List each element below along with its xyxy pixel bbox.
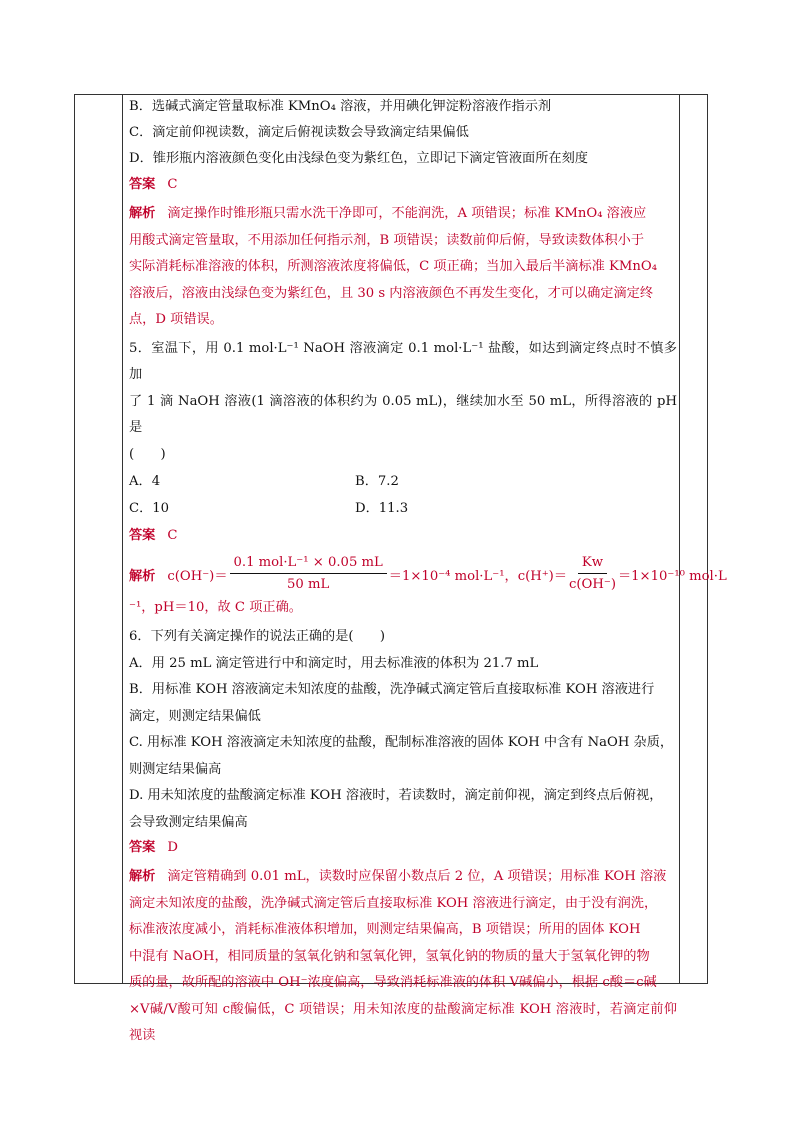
q6-stem: 6．下列有关滴定操作的说法正确的是( ) bbox=[129, 629, 386, 644]
q-prev-answer bbox=[129, 175, 677, 194]
formula-mid: ＝1×10⁻⁴ mol·L⁻¹，c(H⁺)＝ bbox=[388, 568, 568, 584]
q6-option-a: A．用 25 mL 滴定管进行中和滴定时，用去标准液的体积为 21.7 mL bbox=[129, 655, 539, 671]
fraction-h bbox=[569, 555, 616, 593]
q6-option-c-line: C. 用标准 KOH 溶液滴定未知浓度的盐酸，配制标准溶液的固体 KOH 中含有 NaOH 杂质， bbox=[129, 735, 674, 750]
fraction-numerator: 0.1 mol·L⁻¹ × 0.05 mL bbox=[230, 555, 387, 574]
analysis-line: 点，D 项错误。 bbox=[129, 312, 223, 327]
analysis-line: 溶液后，溶液由浅绿色变为紫红色，且 30 s 内溶液颜色不再发生变化，才可以确定滴定终 bbox=[129, 285, 654, 301]
q6-option-c-line: 则测定结果偏高 bbox=[129, 761, 222, 777]
fraction-denominator: c(OH⁻) bbox=[569, 577, 616, 592]
formula-lhs: c(OH⁻)＝ bbox=[167, 568, 228, 584]
formula-rhs: ＝1×10⁻¹⁰ mol·L bbox=[617, 568, 727, 584]
fraction-numerator: Kw bbox=[578, 555, 607, 574]
table-left-divider bbox=[122, 95, 123, 983]
question-content bbox=[129, 97, 727, 1050]
q6-block bbox=[129, 624, 677, 836]
q-prev-analysis bbox=[129, 201, 677, 334]
table-right-divider bbox=[679, 95, 680, 983]
fraction-denominator: 50 mL bbox=[287, 577, 330, 592]
q5-options-row-2 bbox=[129, 499, 677, 518]
q-prev-option-c: C．滴定前仰视读数，滴定后俯视读数会导致滴定结果偏低 bbox=[129, 125, 469, 140]
q6-option-b-line: B．用标准 KOH 溶液滴定未知浓度的盐酸，洗净碱式滴定管后直接取标准 KOH 溶液进行 bbox=[129, 682, 655, 697]
q5-option-c: C．10 bbox=[129, 501, 170, 516]
analysis-line: 中混有 NaOH，相同质量的氢氧化钠和氢氧化钾，氢氧化钠的物质的量大于氢氧化钾的物 bbox=[129, 948, 650, 964]
q6-analysis bbox=[129, 864, 677, 1050]
analysis-line: 用酸式滴定管量取，不用添加任何指示剂，B 项错误；读数前仰后俯，导致读数体积小于 bbox=[129, 232, 645, 248]
analysis-line: 滴定未知浓度的盐酸，洗净碱式滴定管后直接取标准 KOH 溶液进行滴定，由于没有润洗， bbox=[129, 895, 658, 911]
q6-answer bbox=[129, 838, 677, 857]
q-prev-option-b: B．选碱式滴定管量取标准 KMnO₄ 溶液，并用碘化钾淀粉溶液作指示剂 bbox=[129, 99, 552, 114]
analysis-label: 解析 bbox=[129, 869, 156, 884]
analysis-line: 标准液浓度减小，消耗标准液体积增加，则测定结果偏高，B 项错误；所用的固体 KOH bbox=[129, 922, 641, 937]
answer-value: D bbox=[167, 840, 178, 855]
analysis-line: 解析 滴定操作时锥形瓶只需水洗干净即可，不能润洗，A 项错误；标准 KMnO₄ 溶液应 bbox=[129, 206, 647, 221]
analysis-line: ×V碱/V酸可知 c酸偏低，C 项错误；用未知浓度的盐酸滴定标准 KOH 溶液时，若滴定前仰视读 bbox=[129, 1001, 677, 1043]
q5-stem-line: 5．室温下，用 0.1 mol·L⁻¹ NaOH 溶液滴定 0.1 mol·L⁻¹ 盐酸，如达到滴定终点时不慎多加 bbox=[129, 340, 677, 382]
q5-options-row-1 bbox=[129, 472, 677, 491]
answer-value: C bbox=[167, 177, 178, 192]
q5-stem-line: ( ) bbox=[129, 446, 166, 462]
analysis-label: 解析 bbox=[129, 568, 156, 584]
analysis-label: 解析 bbox=[129, 206, 156, 221]
fraction-oh bbox=[230, 555, 387, 593]
q5-formula bbox=[129, 552, 727, 596]
answer-value: C bbox=[167, 528, 178, 543]
q-prev-option-d: D．锥形瓶内溶液颜色变化由浅绿色变为紫红色，立即记下滴定管液面所在刻度 bbox=[129, 151, 588, 166]
q6-option-d-line: 会导致测定结果偏高 bbox=[129, 814, 248, 830]
q5-analysis-tail: ⁻¹，pH＝10，故 C 项正确。 bbox=[129, 600, 302, 615]
answer-label: 答案 bbox=[129, 528, 156, 543]
q5-option-d: D．11.3 bbox=[355, 501, 409, 516]
q5-answer bbox=[129, 526, 677, 545]
q6-option-b-line: 滴定，则测定结果偏低 bbox=[129, 708, 261, 724]
answer-label: 答案 bbox=[129, 177, 156, 192]
q5-option-a: A．4 bbox=[129, 474, 161, 489]
q5-stem bbox=[129, 336, 677, 469]
analysis-line: 质的量，故所配的溶液中 OH⁻浓度偏高，导致消耗标准液的体积 V碱偏小，根据 c酸＝c碱 bbox=[129, 975, 657, 990]
analysis-line: 解析 滴定管精确到 0.01 mL，读数时应保留小数点后 2 位，A 项错误；用标准 KOH 溶液 bbox=[129, 869, 667, 884]
q5-stem-line: 了 1 滴 NaOH 溶液(1 滴溶液的体积约为 0.05 mL)，继续加水至 50 mL，所得溶液的 pH 是 bbox=[129, 393, 677, 435]
q6-option-d-line: D. 用未知浓度的盐酸滴定标准 KOH 溶液时，若读数时，滴定前仰视，滴定到终点后俯视， bbox=[129, 788, 663, 803]
q5-option-b: B．7.2 bbox=[355, 474, 399, 489]
answer-label: 答案 bbox=[129, 840, 156, 855]
analysis-line: 实际消耗标准溶液的体积，所测溶液浓度将偏低，C 项正确；当加入最后半滴标准 KMnO₄ bbox=[129, 259, 657, 274]
